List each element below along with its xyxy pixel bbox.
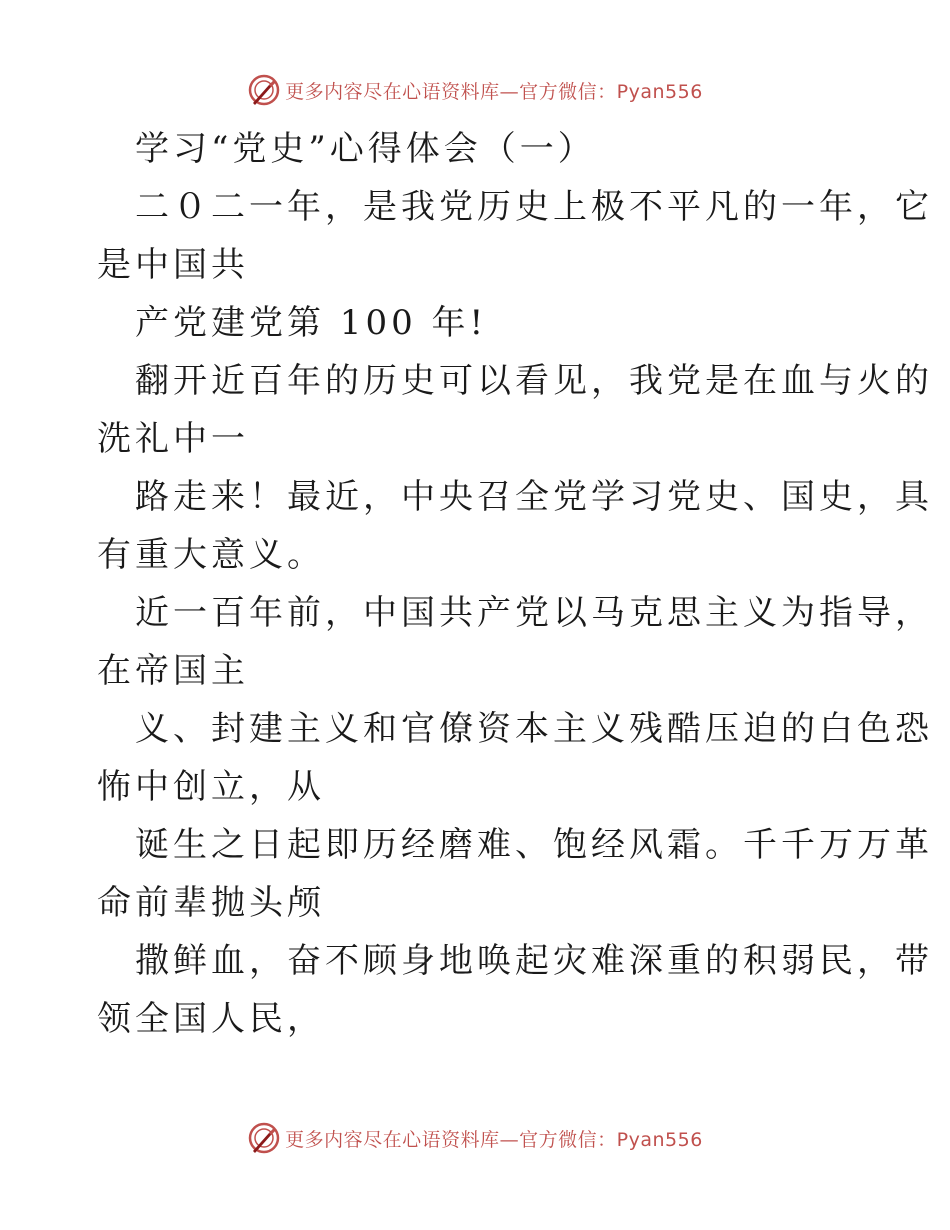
doc-line: 近一百年前，中国共产党以马克思主义为指导， (135, 593, 933, 633)
doc-line: 领全国人民， (97, 999, 325, 1039)
pen-logo-icon (247, 1121, 281, 1155)
doc-line: 洗礼中一 (97, 419, 249, 459)
doc-line: 二０二一年，是我党历史上极不平凡的一年，它 (135, 187, 933, 227)
doc-line: 撒鲜血，奋不顾身地唤起灾难深重的积弱民，带 (135, 941, 933, 981)
doc-line: 翻开近百年的历史可以看见，我党是在血与火的 (135, 361, 933, 401)
header-banner (0, 70, 950, 110)
doc-line: 义、封建主义和官僚资本主义残酷压迫的白色恐 (135, 709, 933, 749)
pen-logo-icon (247, 73, 281, 107)
footer-banner (0, 1118, 950, 1158)
doc-line: 在帝国主 (97, 651, 249, 691)
doc-line: 产党建党第 100 年! (135, 303, 488, 343)
doc-line-title: 学习“党史”心得体会（一） (135, 129, 596, 169)
doc-line: 是中国共 (97, 245, 249, 285)
doc-line: 有重大意义。 (97, 535, 325, 575)
document-body (97, 120, 933, 1048)
doc-line: 怖中创立，从 (97, 767, 325, 807)
banner-text: 更多内容尽在心语资料库—官方微信：Pyan556 (285, 80, 703, 103)
doc-line: 路走来！最近，中央召全党学习党史、国史，具 (135, 477, 933, 517)
banner-wechat-id: Pyan556 (616, 1128, 703, 1151)
doc-line: 诞生之日起即历经磨难、饱经风霜。千千万万革 (135, 825, 933, 865)
doc-line: 命前辈抛头颅 (97, 883, 325, 923)
banner-text: 更多内容尽在心语资料库—官方微信：Pyan556 (285, 1128, 703, 1151)
banner-wechat-id: Pyan556 (616, 80, 703, 103)
